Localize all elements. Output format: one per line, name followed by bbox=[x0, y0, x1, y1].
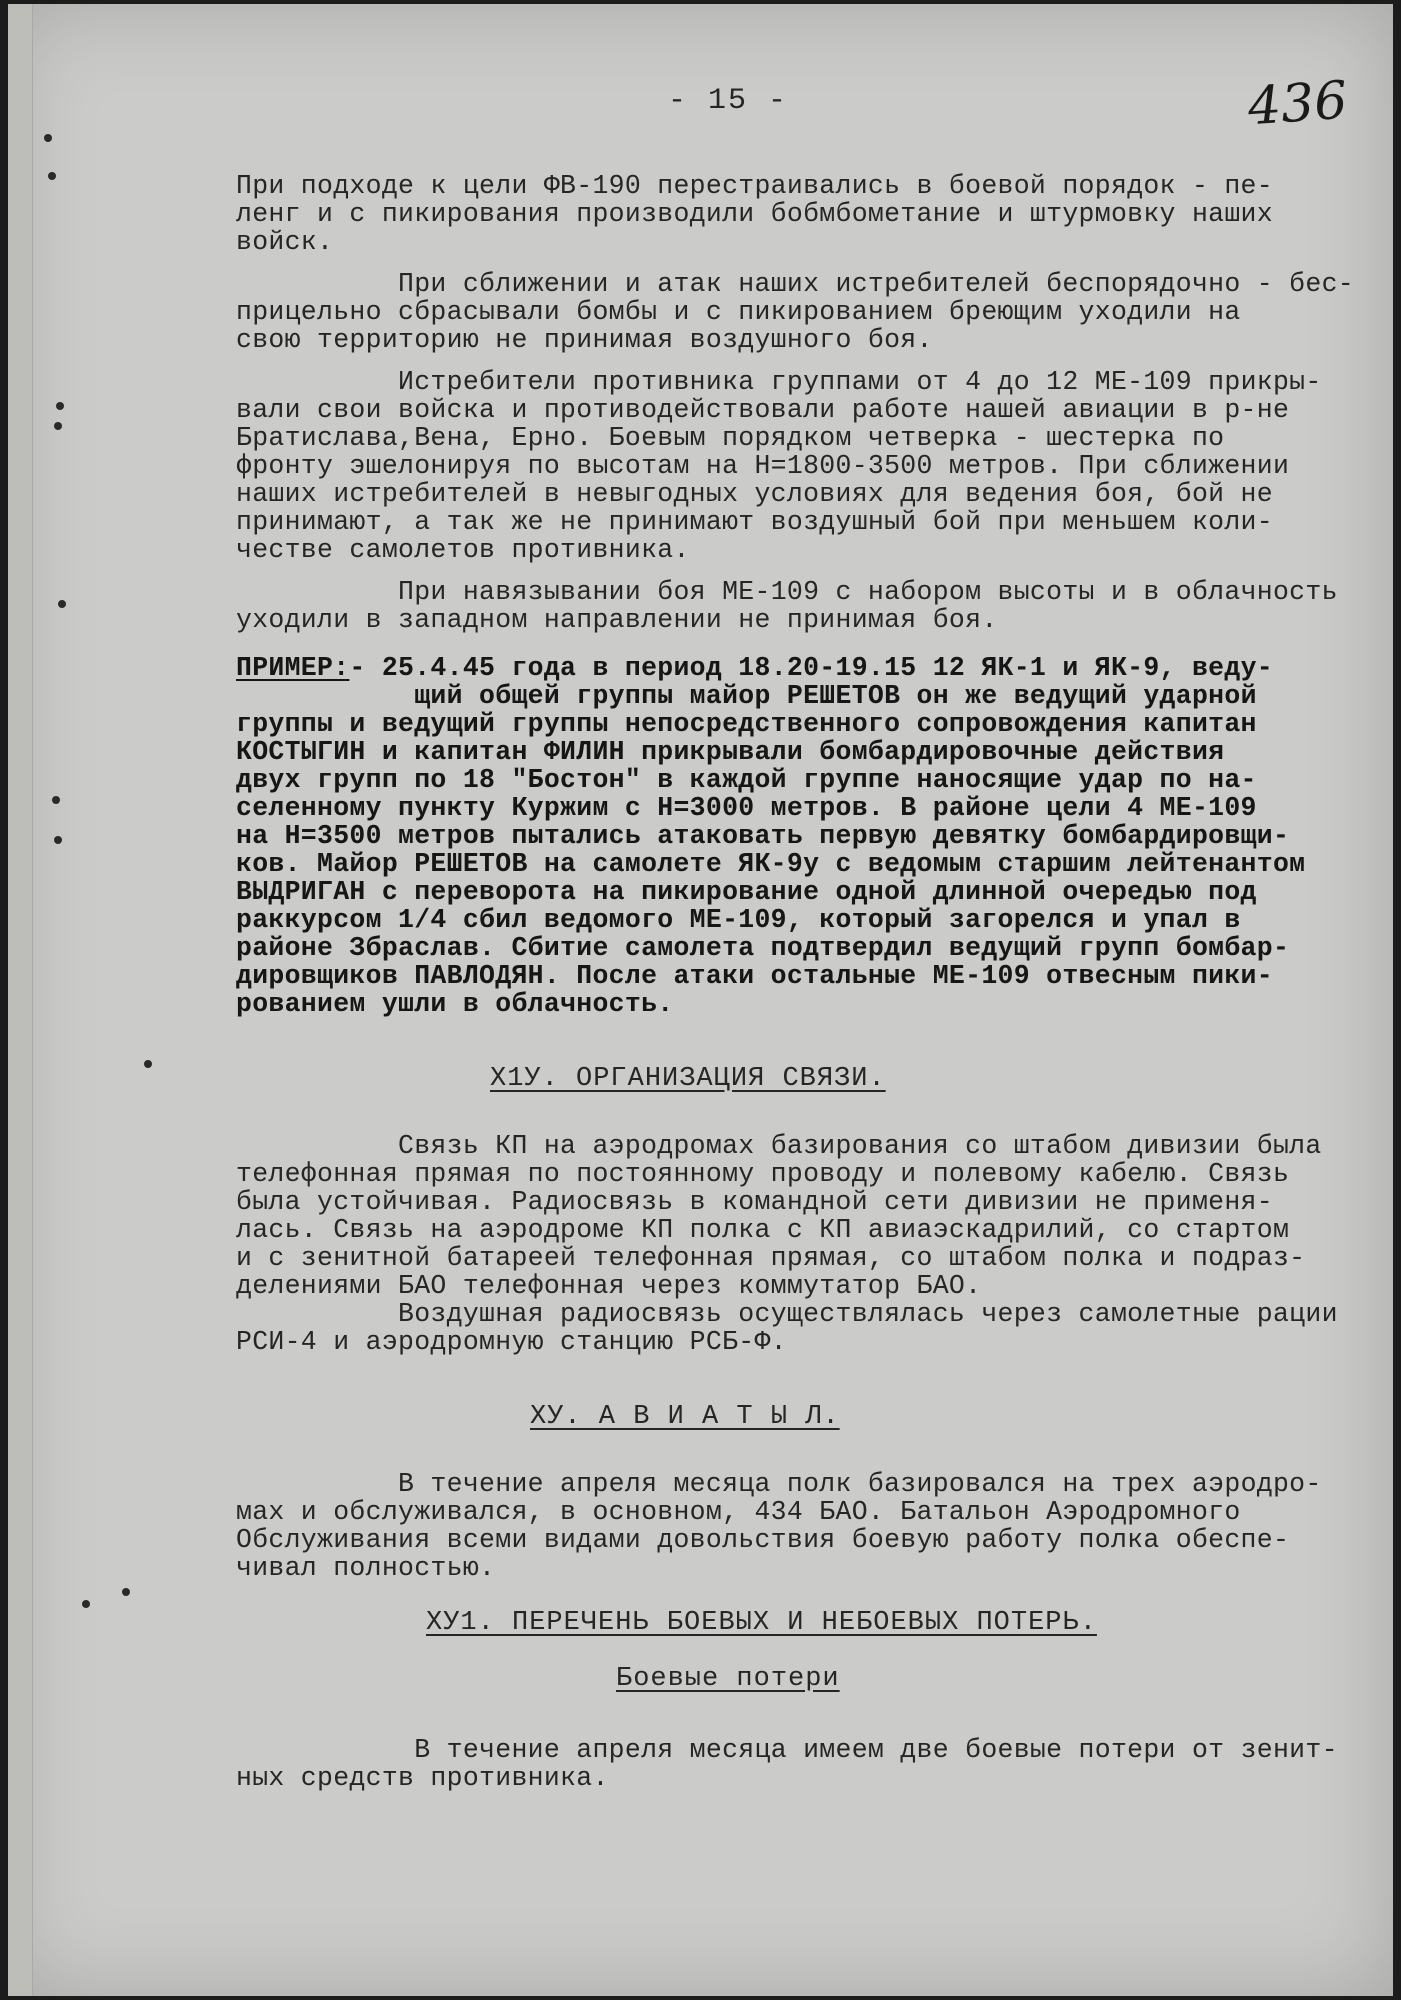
example-text: - 25.4.45 года в период 18.20-19.15 12 ЯК-1 и ЯК-9, веду- щий общей группы майор РЕШЕТОВ он же ведущий ударной группы и ведущий группы непосредственного сопровождения капитан КОСТЫГИН и капитан ФИЛИН прикрывали бомбардировочные действия двух групп по 18 "Бостон" в каждой группе наносящие удар по на- селенному пункту Куржим с Н=3000 метров. В районе цели 4 МЕ-109 на Н=3500 метров пытались атаковать первую девятку бомбардировщи- ков. Майор РЕШЕТОВ на самолете ЯК-9у с ведомым старшим лейтенантом ВЫДРИГАН с переворота на пикирование одной длинной очередью под раккурсом 1/4 сбил ведомого МЕ-109, который загорелся и упал в районе Збраслав. Сбитие самолета подтвердил ведущий групп бомбар- дировщиков ПАВЛОДЯН. После атаки остальные МЕ-109 отвесным пики- рованием ушли в облачность. bbox=[236, 653, 1306, 1019]
binding-hole bbox=[48, 172, 56, 180]
section-15-title: ХУ. А В И А Т Ы Л. bbox=[530, 1402, 840, 1432]
section-16-subtitle: Боевые потери bbox=[616, 1664, 840, 1694]
binding-hole bbox=[54, 422, 62, 430]
binding-hole bbox=[82, 1600, 90, 1608]
paragraph: В течение апреля месяца имеем две боевые потери от зенит- ных средств противника. bbox=[236, 1735, 1338, 1793]
section-14-title: Х1У. ОРГАНИЗАЦИЯ СВЯЗИ. bbox=[490, 1064, 886, 1094]
paragraph: При навязывании боя МЕ-109 с набором высоты и в облачность уходили в западном направлении не принимая боя. bbox=[236, 577, 1338, 635]
section-16-body bbox=[236, 1736, 1386, 1792]
binding-hole bbox=[56, 402, 64, 410]
section-14-body bbox=[236, 1132, 1386, 1356]
example-block bbox=[236, 654, 1386, 1018]
intro-block bbox=[236, 172, 1386, 648]
paragraph: В течение апреля месяца полк базировался на трех аэродро- мах и обслуживался, в основном, 434 БАО. Батальон Аэродромного Обслуживания всеми видами довольствия боевую работу полка обеспе- чивал полностью. bbox=[236, 1469, 1322, 1583]
paragraph: При сближении и атак наших истребителей беспорядочно - бес- прицельно сбрасывали бомбы и с пикированием бреющим уходили на свою территорию не принимая воздушного боя. bbox=[236, 269, 1354, 355]
binding-hole bbox=[58, 600, 66, 608]
binding-hole bbox=[54, 836, 62, 844]
archive-folio-number: 436 bbox=[1246, 70, 1350, 138]
paragraph: При подходе к цели ФВ-190 перестраивались в боевой порядок - пе- ленг и с пикирования производили бобмбометание и штурмовку наших войск. bbox=[236, 171, 1273, 257]
binding-hole bbox=[122, 1588, 130, 1596]
document-page bbox=[8, 4, 1393, 1996]
binding-strip bbox=[8, 4, 33, 1996]
section-15-body bbox=[236, 1470, 1386, 1582]
binding-hole bbox=[144, 1060, 152, 1068]
section-16-title: ХУ1. ПЕРЕЧЕНЬ БОЕВЫХ И НЕБОЕВЫХ ПОТЕРЬ. bbox=[426, 1608, 1097, 1638]
paragraph: Связь КП на аэродромах базирования со штабом дивизии была телефонная прямая по постоянному проводу и полевому кабелю. Связь была устойчивая. Радиосвязь в командной сети дивизии не применя- лась. Связь на аэродроме КП полка с КП авиаэскадрилий, со стартом и с зенитной батареей телефонная прямая, со штабом полка и подраз- делениями БАО телефонная через коммутатор БАО. Воздушная радиосвязь осуществлялась через самолетные рации РСИ-4 и аэродромную станцию РСБ-Ф. bbox=[236, 1131, 1338, 1357]
example-label: ПРИМЕР: bbox=[236, 653, 350, 683]
binding-hole bbox=[44, 134, 52, 142]
page-number: - 15 - bbox=[668, 84, 789, 118]
binding-hole bbox=[52, 796, 60, 804]
example-paragraph bbox=[236, 654, 1386, 1018]
paragraph: Истребители противника группами от 4 до 12 МЕ-109 прикры- вали свои войска и противодействовали работе нашей авиации в р-не Братислава,Вена, Ерно. Боевым порядком четверка - шестерка по фронту эшелонируя по высотам на Н=1800-3500 метров. При сближении наших истребителей в невыгодных условиях для ведения боя, бой не принимают, а так же не принимают воздушный бой при меньшем коли- честве самолетов противника. bbox=[236, 367, 1322, 565]
